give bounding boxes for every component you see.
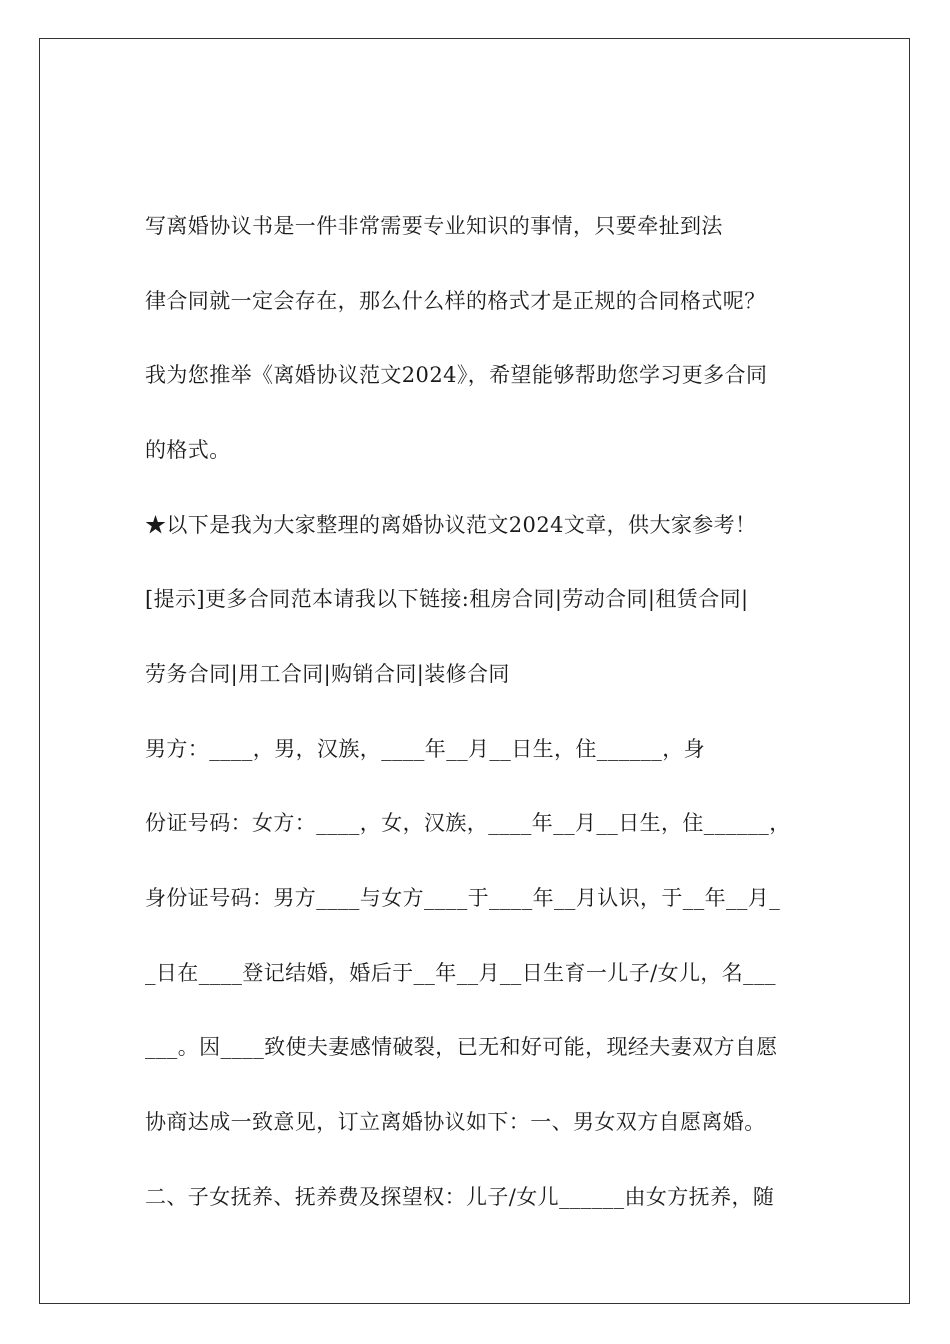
tip-links-line: 劳务合同|用工合同|购销合同|装修合同 [145,662,510,686]
body-text-line: 份证号码：女方：____，女，汉族，____年__月__日生，住______， [145,811,791,835]
body-text-line: 男方：____，男，汉族，____年__月__日生，住______，身 [145,737,705,761]
body-text-line: _日在____登记结婚，婚后于__年__月__日生育一儿子/女儿，名___ [145,961,776,985]
body-text-line: 身份证号码：男方____与女方____于____年__月认识，于__年__月_ [145,886,781,910]
body-text-line: ___。因____致使夫妻感情破裂，已无和好可能，现经夫妻双方自愿 [145,1035,778,1059]
body-text-line: 协商达成一致意见，订立离婚协议如下：一、男女双方自愿离婚。 [145,1110,766,1134]
tip-links-line: [提示]更多合同范本请我以下链接:租房合同|劳动合同|租赁合同| [145,587,749,611]
body-text-line: 写离婚协议书是一件非常需要专业知识的事情，只要牵扯到法 [145,214,723,238]
body-text-line: 的格式。 [145,438,231,462]
body-text-line: 我为您推举《离婚协议范文2024》，希望能够帮助您学习更多合同 [145,363,768,387]
body-text-line: 律合同就一定会存在，那么什么样的格式才是正规的合同格式呢？ [145,289,766,313]
body-text-line: ★以下是我为大家整理的离婚协议范文2024文章，供大家参考！ [145,513,757,537]
body-text-line: 二、子女抚养、抚养费及探望权：儿子/女儿______由女方抚养，随 [145,1185,775,1209]
